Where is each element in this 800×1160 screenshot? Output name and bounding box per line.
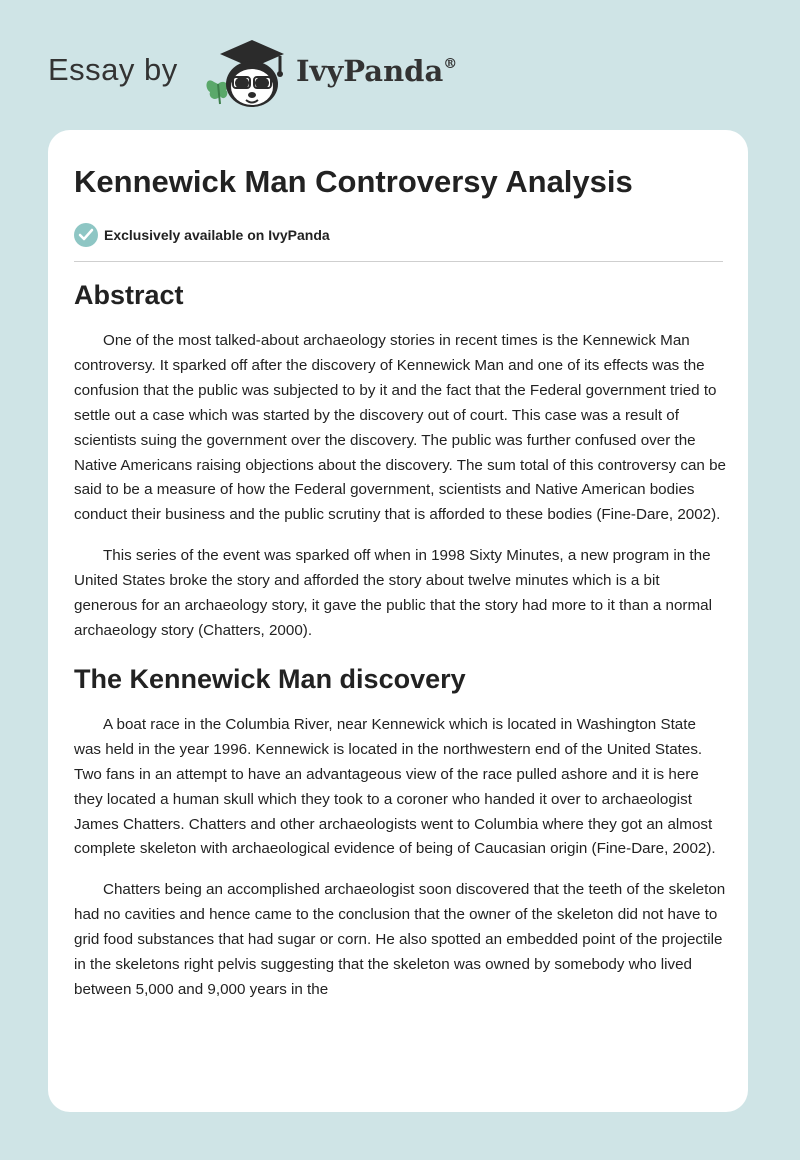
exclusive-badge-label: Exclusively available on IvyPanda — [104, 227, 330, 243]
brand-name[interactable]: IvyPanda® — [296, 54, 458, 88]
paragraph: Chatters being an accomplished archaeologist soon discovered that the teeth of the skeleton had no cavities and hence came to the conclusion that the owner of the skeleton did not have to grid food substances that had sugar or corn. He also spotted an embedded point of the projectile in the skeletons right pelvis suggesting that the skeleton was owned by somebody who lived between 5,000 and 9,000 years in the — [74, 881, 726, 998]
site-header — [0, 0, 800, 130]
divider — [74, 261, 723, 262]
ivypanda-logo-icon[interactable] — [200, 32, 292, 112]
article-body — [74, 280, 726, 1019]
section-heading-discovery: The Kennewick Man discovery — [74, 663, 466, 694]
exclusive-badge — [74, 222, 330, 248]
essay-card — [48, 130, 748, 1112]
paragraph: This series of the event was sparked off when in 1998 Sixty Minutes, a new program in the United States broke the story and afforded the story about twelve minutes which is a bit generous for an archaeology story, it gave the public that the story had more to it than a normal archaeology story (Chatters, 2000). — [74, 547, 712, 639]
section-heading-abstract: Abstract — [74, 280, 184, 310]
check-icon — [74, 223, 98, 247]
page-title: Kennewick Man Controversy Analysis — [74, 164, 633, 199]
essay-by-label: Essay by — [48, 52, 178, 87]
paragraph: One of the most talked-about archaeology stories in recent times is the Kennewick Man controversy. It sparked off after the discovery of Kennewick Man and one of its effects was the confusion that the public was subjected to by it and the fact that the Federal government tried to settle out a case which was started by the discovery out of court. This case was a result of scientists suing the government over the discovery. The public was further confused over the Native Americans raising objections about the discovery. The sum total of this controversy can be said to be a measure of how the Federal government, scientists and Native American bodies conduct their business and the public scrutiny that is afforded to these bodies (Fine-Dare, 2002). — [74, 332, 726, 524]
paragraph: A boat race in the Columbia River, near Kennewick which is located in Washington State was held in the year 1996. Kennewick is located in the northwestern end of the United States. Two fans in an attempt to have an advantageous view of the race pulled ashore and it is here they located a human skull which they took to a coroner who handed it over to archaeologist James Chatters. Chatters and other archaeologists went to Columbia where they got an almost complete skeleton with archaeological evidence of being of Caucasian origin (Fine-Dare, 2002). — [74, 715, 716, 858]
